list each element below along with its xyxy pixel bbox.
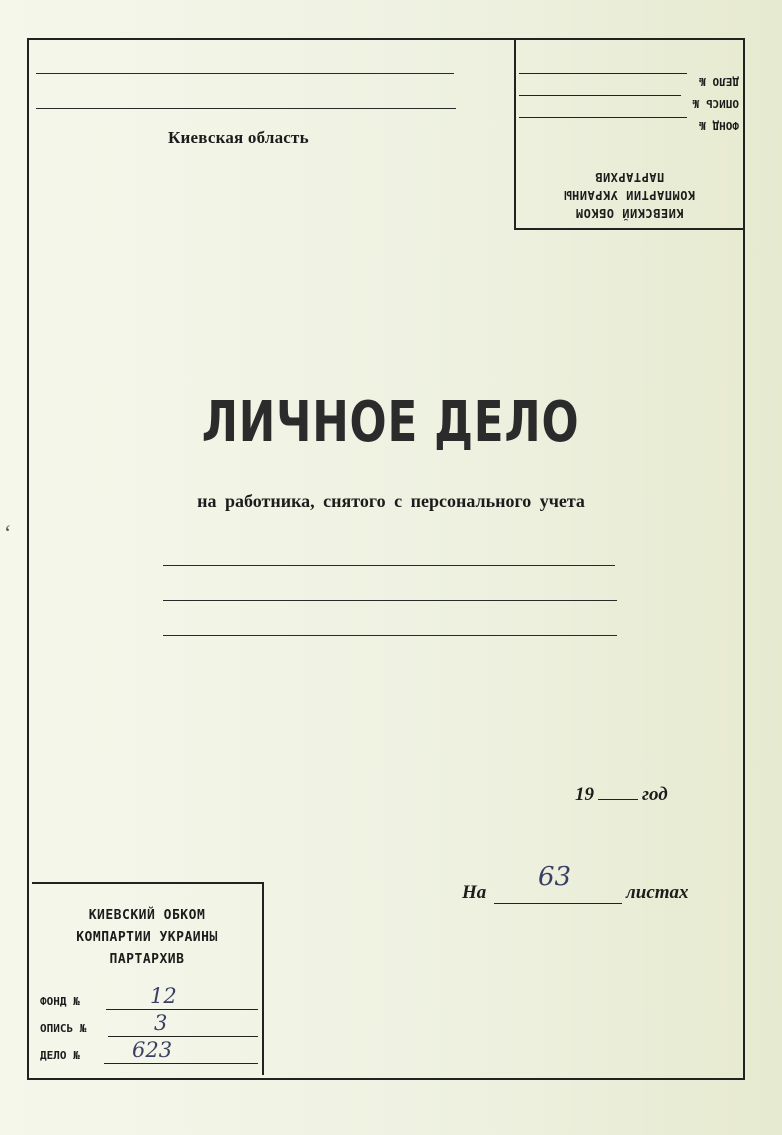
document-title: ЛИЧНОЕ ДЕЛО [201,390,580,455]
stamp-bottom-opis-line [108,1036,258,1037]
archive-stamp-bottom [32,882,264,1075]
stamp-bottom-opis-value: 3 [154,1011,168,1035]
sheets-prefix: На [462,882,487,903]
sheets-count: 63 [538,862,572,892]
stamp-bottom-fond-label: ФОНД № [40,995,80,1008]
stamp-top-fond-line [519,117,687,118]
stamp-bottom-delo-value: 623 [132,1038,173,1062]
stamp-bottom-fond-value: 12 [150,984,177,1008]
sheets-suffix: листах [626,882,689,903]
document-subtitle: на работника, снятого с персонального учета [197,491,585,511]
year-suffix: год [642,784,668,805]
stamp-bottom-org-2: КОМПАРТИИ УКРАИНЫ [76,930,218,945]
stamp-top-fond-label: ФОНД № [699,119,739,132]
stamp-top-delo-label: ДЕЛО № [699,75,739,88]
year-field [575,784,668,806]
sheets-blank-line [494,903,622,904]
stamp-top-org-3: ПАРТАРХИВ [594,170,665,184]
stamp-top-org-2: КОМПАРТИИ УКРАИНЫ [563,188,696,202]
name-blank-line-1 [163,565,615,566]
name-blank-line-3 [163,635,617,636]
stamp-bottom-org-1: КИЕВСКИЙ ОБКОМ [88,908,206,923]
stamp-bottom-delo-label: ДЕЛО № [40,1049,80,1062]
stamp-bottom-opis-label: ОПИСЬ № [40,1022,87,1035]
stamp-bottom-delo-line [104,1063,258,1064]
header-blank-line-1 [36,73,454,74]
archive-stamp-top [514,40,743,230]
header-blank-line-2 [36,108,456,109]
name-blank-line-2 [163,600,617,601]
stamp-top-org-1: КИЕВСКИЙ ОБКОМ [575,206,684,220]
stamp-top-opis-line [519,95,681,96]
year-prefix: 19 [575,784,594,805]
stamp-top-opis-label: ОПИСЬ № [692,97,739,110]
year-blank [598,799,638,800]
stamp-bottom-fond-line [106,1009,258,1010]
margin-mark: ‘ [4,520,12,545]
stamp-bottom-org-3: ПАРТАРХИВ [109,952,185,967]
region-label: Киевская область [168,128,309,147]
stamp-top-delo-line [519,73,687,74]
